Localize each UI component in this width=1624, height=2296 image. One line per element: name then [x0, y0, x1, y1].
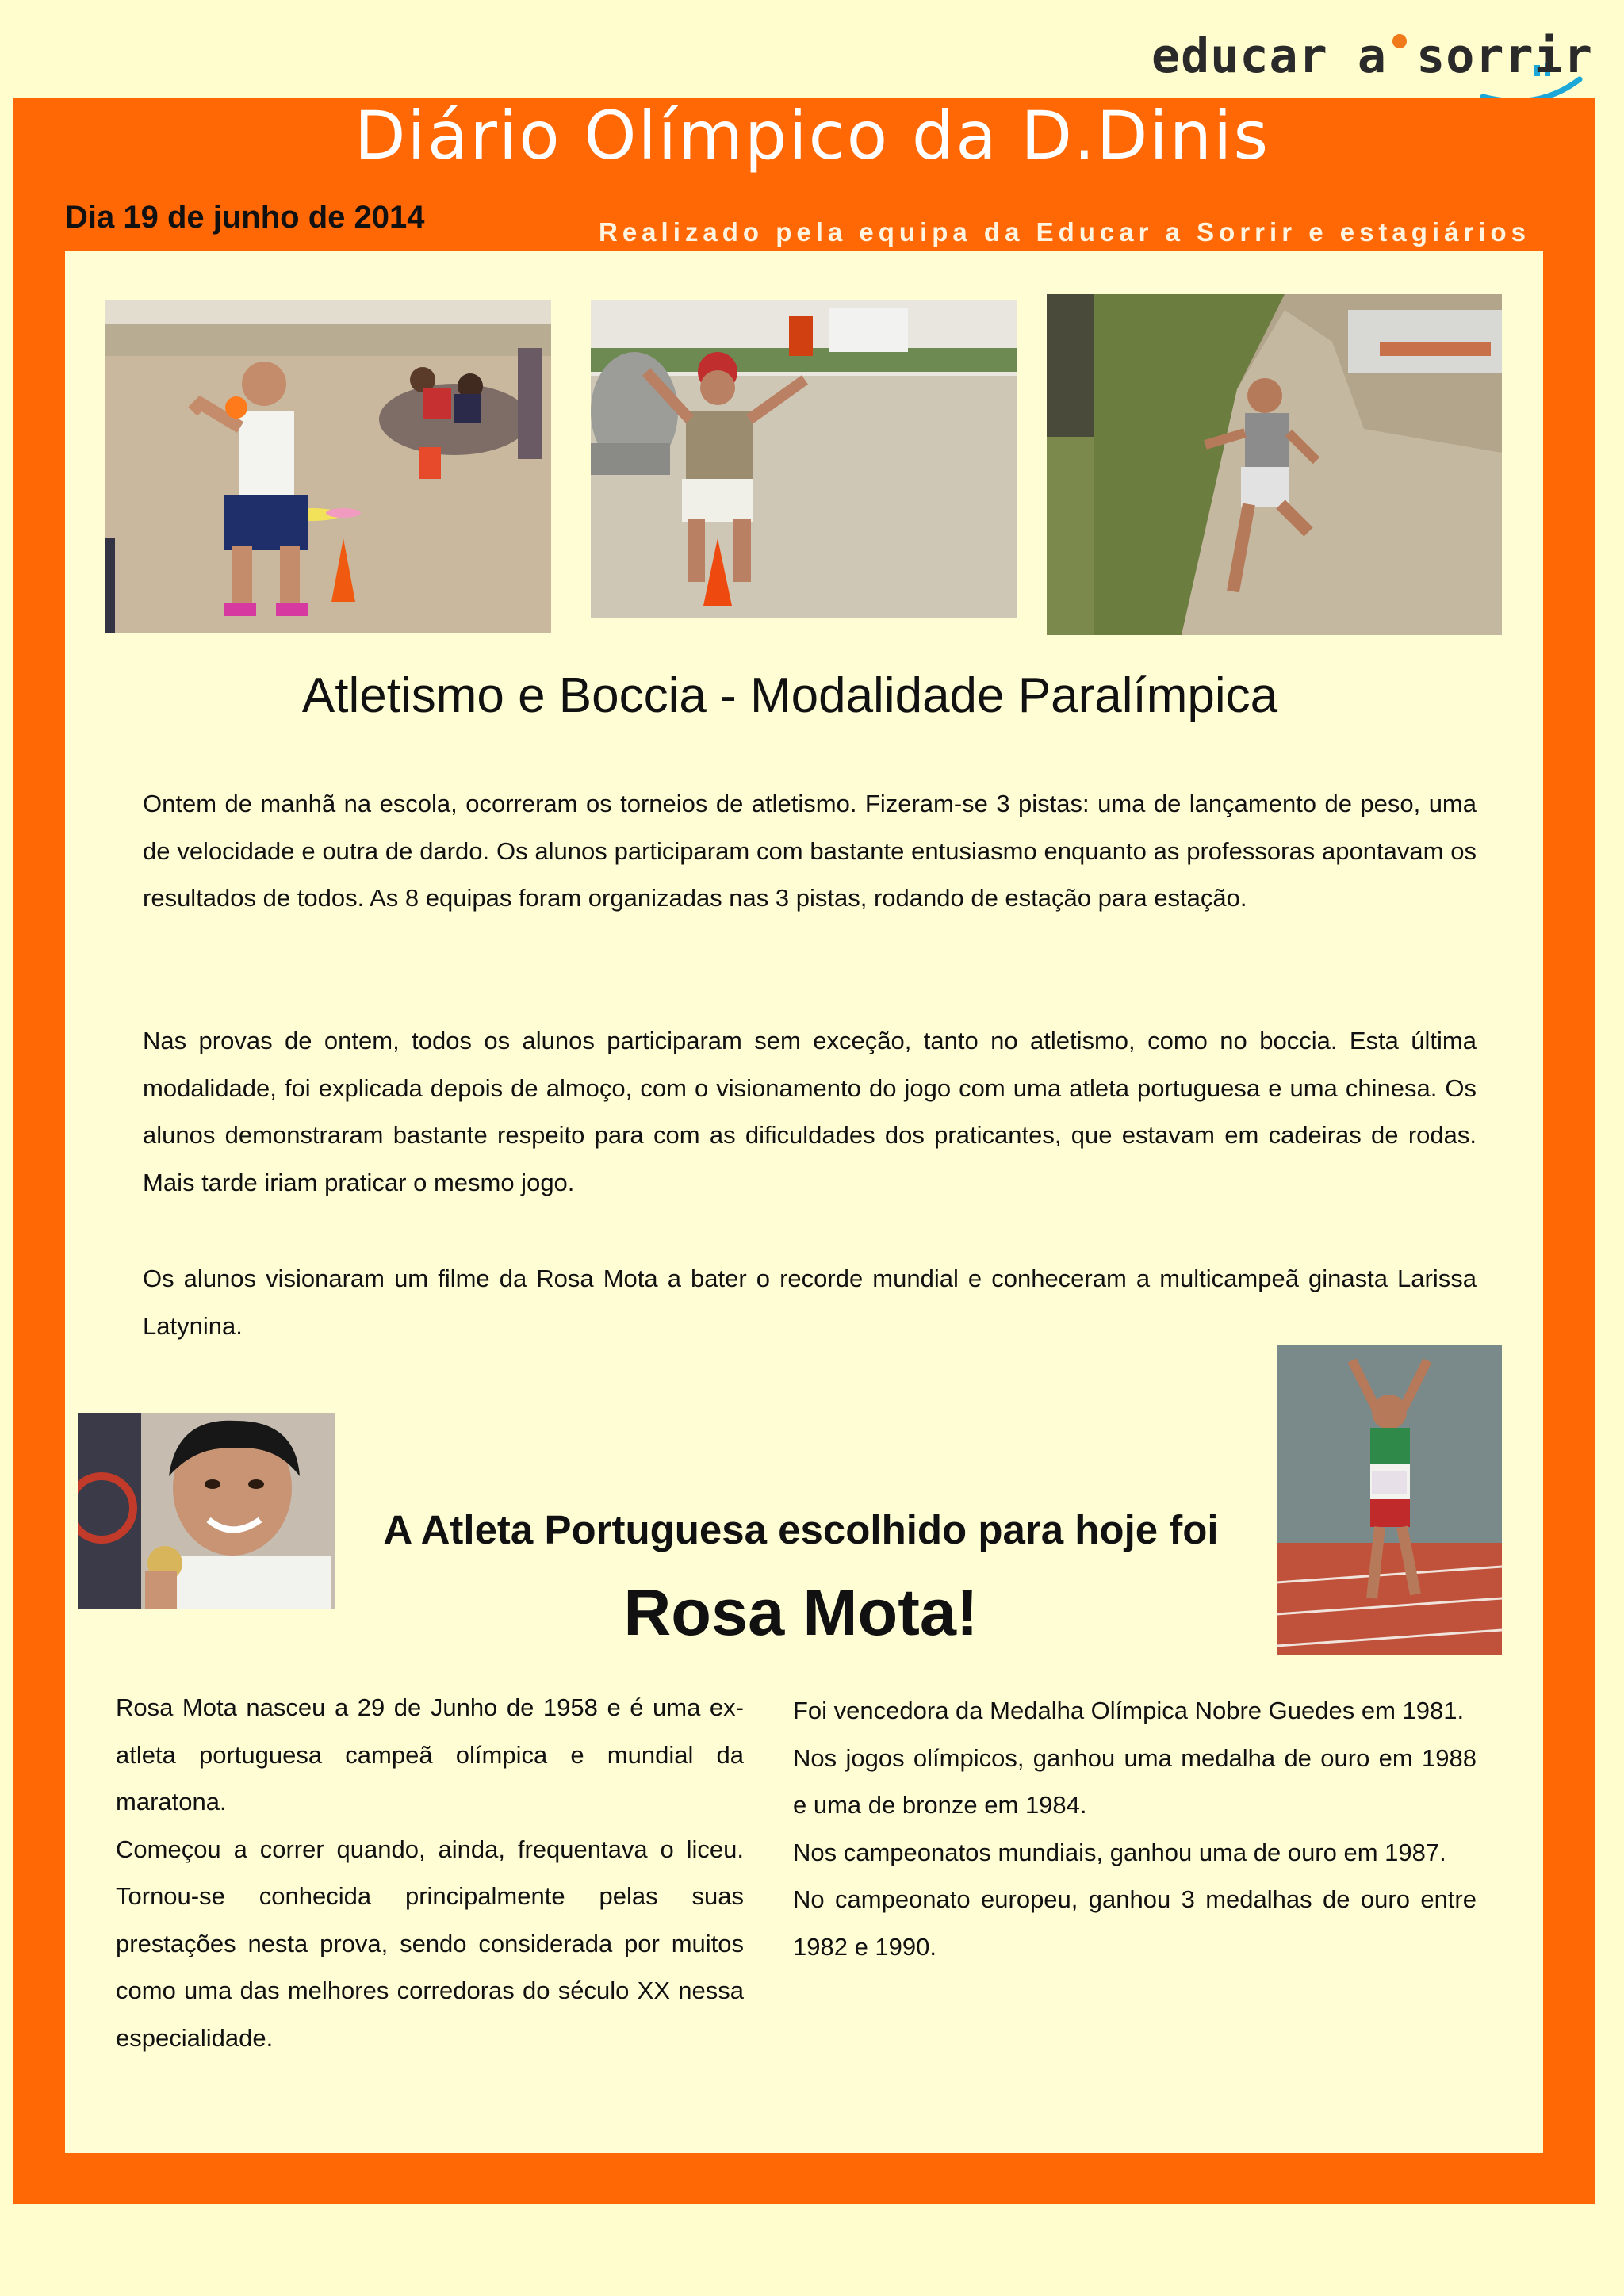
article-heading: Atletismo e Boccia - Modalidade Paralímpica: [301, 668, 1278, 723]
logo-text: educar a sorrir: [1151, 29, 1593, 84]
article-paragraph-1: Ontem de manhã na escola, ocorreram os torneios de atletismo. Fizeram-se 3 pistas: uma de lançamento de peso, uma de velocidade e outra de dardo. Os alunos participaram com bastante entusiasmo enquanto as professoras apontavam os resultados de todos. As 8 equipas foram organizadas nas 3 pistas, rodando de estação para estação.: [143, 790, 1477, 912]
bio-paragraph: Rosa Mota nasceu a 29 de Junho de 1958 e é uma ex-atleta portuguesa campeã olímpica e mundial da maratona.: [116, 1693, 744, 1816]
newspaper-title: Diário Olímpico da D.Dinis: [354, 97, 1270, 174]
article-paragraph-2: Nas provas de ontem, todos os alunos participaram sem exceção, tanto no atletismo, como no boccia. Esta última modalidade, foi explicada depois de almoço, com o visionamento do jogo com uma atleta portuguesa e uma chinesa. Os alunos demonstraram bastante respeito para com as dificuldades dos praticantes, que estavam em cadeiras de rodas. Mais tarde iriam praticar o mesmo jogo.: [143, 1027, 1477, 1196]
rosa-mota-running-photo: [1277, 1345, 1502, 1655]
credits-line: Realizado pela equipa da Educar a Sorrir e estagiários: [599, 217, 1530, 247]
achievement-item: Nos jogos olímpicos, ganhou uma medalha de ouro em 1988 e uma de bronze em 1984.: [793, 1743, 1477, 1819]
javelin-photo: [591, 300, 1017, 618]
athlete-bio-left-column: [116, 1684, 744, 2061]
educar-a-sorrir-logo: [1142, 24, 1593, 103]
article-paragraph-3: Os alunos visionaram um filme da Rosa Mota a bater o recorde mundial e conheceram a multicampeã ginasta Larissa Latynina.: [143, 1265, 1477, 1340]
rosa-mota-medal-photo: [78, 1413, 335, 1609]
achievement-item: No campeonato europeu, ganhou 3 medalhas de ouro entre 1982 e 1990.: [793, 1885, 1477, 1961]
athlete-heading: A Atleta Portuguesa escolhido para hoje foi: [383, 1507, 1219, 1552]
shot-put-photo: [105, 300, 551, 633]
bio-paragraph: Começou a correr quando, ainda, frequentava o liceu. Tornou-se conhecida principalmente pelas suas prestações nesta prova, sendo considerada por muitos como uma das melhores corredoras do século XX nessa especialidade.: [116, 1835, 744, 2052]
running-photo: [1047, 294, 1502, 635]
athlete-achievements-right-column: [793, 1687, 1477, 1970]
athlete-name: Rosa Mota!: [623, 1575, 979, 1649]
achievement-item: Foi vencedora da Medalha Olímpica Nobre Guedes em 1981.: [793, 1697, 1465, 1724]
issue-date: Dia 19 de junho de 2014: [65, 200, 425, 235]
achievement-item: Nos campeonatos mundiais, ganhou uma de ouro em 1987.: [793, 1838, 1446, 1866]
